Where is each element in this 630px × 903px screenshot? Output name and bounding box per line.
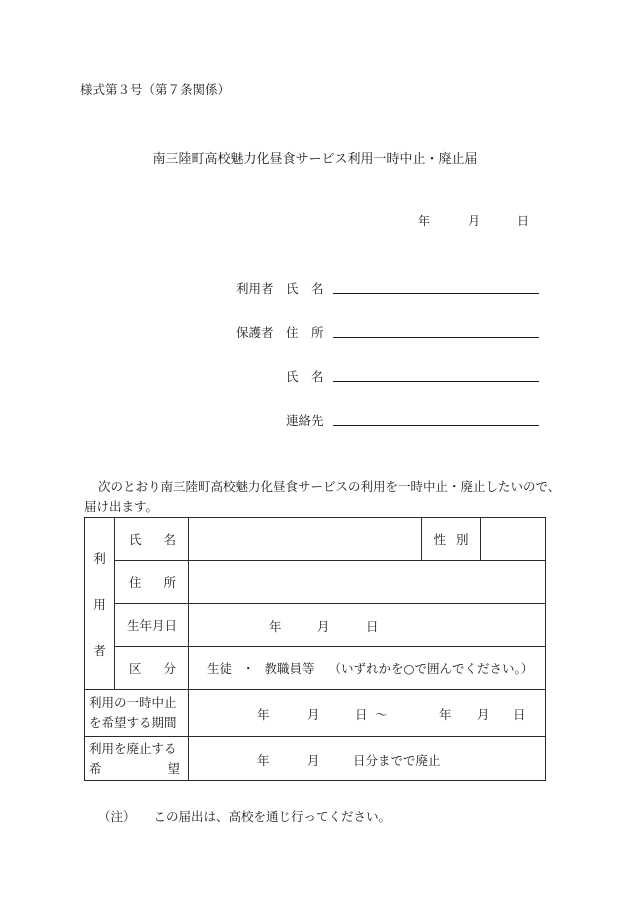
user-vertical-char-2: 用 — [93, 596, 106, 612]
suspend-label-line-2: を希望する期間 — [89, 715, 177, 730]
gender-label-cell — [422, 518, 481, 561]
user-vertical-label — [85, 518, 115, 690]
guardian-name-label-b: 名 — [311, 369, 324, 384]
abolish-suffix: 日分までで廃止 — [353, 752, 441, 768]
abolish-month: 月 — [307, 752, 320, 768]
birthdate-label: 生年月日 — [127, 618, 178, 633]
user-name-input-line[interactable] — [333, 293, 539, 294]
suspend-end-year: 年 — [439, 707, 452, 722]
birth-month-label: 月 — [317, 619, 330, 634]
suspend-label-line-1: 利用の一時中止 — [89, 695, 177, 710]
category-staff-option[interactable]: 教職員等 — [264, 661, 315, 676]
footnote-mark: （注） — [98, 809, 136, 824]
gender-input-cell[interactable] — [481, 518, 546, 561]
suspend-start-month: 月 — [307, 707, 320, 722]
user-vertical-char-3: 者 — [93, 642, 106, 658]
user-label: 利用者 — [236, 281, 274, 296]
category-student-option[interactable]: 生徒 — [207, 661, 233, 676]
suspend-start-day: 日 — [355, 707, 368, 722]
abolish-date-cell[interactable] — [189, 737, 546, 781]
contact-input-line[interactable] — [333, 425, 539, 426]
suspend-tilde: ～ — [375, 707, 388, 722]
gender-label-a: 性 — [433, 532, 446, 547]
gender-label-b: 別 — [456, 532, 469, 547]
abolish-year: 年 — [257, 752, 270, 768]
guardian-address-label-a: 住 — [286, 325, 299, 340]
suspend-end-day: 日 — [513, 707, 526, 722]
page-title: 南三陸町高校魅力化昼食サービス利用一時中止・廃止届 — [152, 152, 478, 167]
address-label-cell — [115, 561, 189, 604]
name-label-b: 名 — [163, 532, 176, 547]
form-number: 様式第３号（第７条関係） — [80, 82, 231, 97]
footnote-text: この届出は、高校を通じ行ってください。 — [153, 809, 392, 824]
birthdate-input-cell[interactable] — [189, 604, 546, 647]
guardian-name-input-line[interactable] — [333, 381, 539, 382]
application-table — [84, 517, 546, 781]
category-label-cell — [115, 647, 189, 690]
contact-label: 連絡先 — [286, 413, 324, 428]
guardian-address-label-b: 所 — [311, 325, 324, 340]
name-input-cell[interactable] — [189, 518, 422, 561]
address-label-b: 所 — [163, 575, 176, 590]
guardian-name-label-a: 氏 — [286, 369, 299, 384]
intro-line-1: 次のとおり南三陸町高校魅力化昼食サービスの利用を一時中止・廃止したいので、 — [98, 479, 561, 494]
user-name-label-b: 名 — [311, 281, 324, 296]
category-separator: ・ — [242, 661, 255, 676]
abolish-label-cell — [85, 737, 189, 781]
abolish-label-line-1: 利用を廃止する — [89, 740, 177, 756]
name-label-cell — [115, 518, 189, 561]
category-label-a: 区 — [129, 661, 142, 676]
category-note: （いずれかを○で囲んでください。） — [328, 661, 534, 676]
suspend-label-cell — [85, 690, 189, 737]
guardian-address-input-line[interactable] — [333, 337, 539, 338]
footnote — [98, 807, 391, 825]
address-label-a: 住 — [129, 575, 142, 590]
suspend-period-cell[interactable] — [189, 690, 546, 737]
birthdate-label-cell — [115, 604, 189, 647]
date-year-label: 年 — [418, 214, 431, 228]
birth-day-label: 日 — [366, 619, 379, 634]
suspend-end-month: 月 — [477, 707, 490, 722]
abolish-label-2a: 希 — [89, 760, 102, 776]
address-input-cell[interactable] — [189, 561, 546, 604]
date-day-label: 日 — [517, 214, 530, 228]
guardian-label: 保護者 — [236, 325, 274, 340]
category-label-b: 分 — [163, 661, 176, 676]
user-vertical-char-1: 利 — [93, 550, 106, 566]
intro-line-2: 届け出ます。 — [84, 499, 159, 514]
date-month-label: 月 — [468, 214, 481, 228]
name-label-a: 氏 — [129, 532, 142, 547]
category-options-cell[interactable] — [189, 647, 546, 690]
abolish-label-2b: 望 — [167, 760, 180, 776]
birth-year-label: 年 — [269, 619, 282, 634]
suspend-start-year: 年 — [257, 707, 270, 722]
user-name-label-a: 氏 — [286, 281, 299, 296]
